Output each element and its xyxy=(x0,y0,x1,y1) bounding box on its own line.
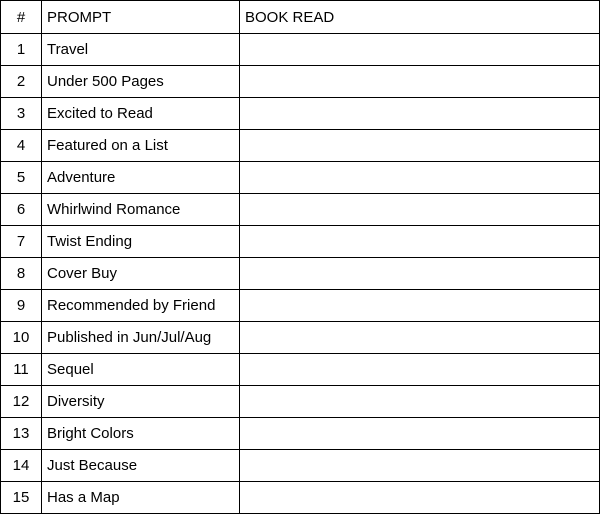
book-read-cell[interactable] xyxy=(240,418,600,450)
book-read-cell[interactable] xyxy=(240,386,600,418)
row-number: 6 xyxy=(1,194,42,226)
row-number: 1 xyxy=(1,34,42,66)
header-row xyxy=(1,1,600,34)
book-read-cell[interactable] xyxy=(240,354,600,386)
row-prompt: Whirlwind Romance xyxy=(42,194,240,226)
book-read-cell[interactable] xyxy=(240,482,600,514)
table-row xyxy=(1,258,600,290)
book-read-cell[interactable] xyxy=(240,258,600,290)
row-number: 8 xyxy=(1,258,42,290)
table-row xyxy=(1,226,600,258)
book-read-cell[interactable] xyxy=(240,66,600,98)
row-number: 4 xyxy=(1,130,42,162)
row-prompt: Twist Ending xyxy=(42,226,240,258)
row-prompt: Sequel xyxy=(42,354,240,386)
table-row xyxy=(1,66,600,98)
header-number: # xyxy=(1,1,42,34)
book-read-cell[interactable] xyxy=(240,194,600,226)
table-row xyxy=(1,98,600,130)
row-prompt: Adventure xyxy=(42,162,240,194)
table-row xyxy=(1,130,600,162)
table-row xyxy=(1,386,600,418)
book-read-cell[interactable] xyxy=(240,34,600,66)
row-number: 7 xyxy=(1,226,42,258)
row-number: 14 xyxy=(1,450,42,482)
row-prompt: Has a Map xyxy=(42,482,240,514)
table-row xyxy=(1,450,600,482)
row-number: 11 xyxy=(1,354,42,386)
table-row xyxy=(1,34,600,66)
row-number: 10 xyxy=(1,322,42,354)
row-prompt: Excited to Read xyxy=(42,98,240,130)
row-prompt: Featured on a List xyxy=(42,130,240,162)
row-number: 12 xyxy=(1,386,42,418)
header-prompt: PROMPT xyxy=(42,1,240,34)
row-number: 2 xyxy=(1,66,42,98)
row-prompt: Cover Buy xyxy=(42,258,240,290)
book-read-cell[interactable] xyxy=(240,98,600,130)
header-book-read: BOOK READ xyxy=(240,1,600,34)
book-read-cell[interactable] xyxy=(240,290,600,322)
row-prompt: Recommended by Friend xyxy=(42,290,240,322)
book-read-cell[interactable] xyxy=(240,226,600,258)
row-prompt: Diversity xyxy=(42,386,240,418)
table-header xyxy=(1,1,600,34)
row-prompt: Under 500 Pages xyxy=(42,66,240,98)
row-prompt: Bright Colors xyxy=(42,418,240,450)
row-number: 15 xyxy=(1,482,42,514)
row-number: 3 xyxy=(1,98,42,130)
table-row xyxy=(1,290,600,322)
row-number: 5 xyxy=(1,162,42,194)
table-row xyxy=(1,482,600,514)
table-row xyxy=(1,354,600,386)
book-read-cell[interactable] xyxy=(240,162,600,194)
row-prompt: Travel xyxy=(42,34,240,66)
table-row xyxy=(1,162,600,194)
table-row xyxy=(1,418,600,450)
book-read-cell[interactable] xyxy=(240,130,600,162)
row-number: 9 xyxy=(1,290,42,322)
table-row xyxy=(1,194,600,226)
row-number: 13 xyxy=(1,418,42,450)
book-read-cell[interactable] xyxy=(240,450,600,482)
row-prompt: Published in Jun/Jul/Aug xyxy=(42,322,240,354)
table-body xyxy=(1,34,600,514)
book-read-cell[interactable] xyxy=(240,322,600,354)
row-prompt: Just Because xyxy=(42,450,240,482)
table-row xyxy=(1,322,600,354)
